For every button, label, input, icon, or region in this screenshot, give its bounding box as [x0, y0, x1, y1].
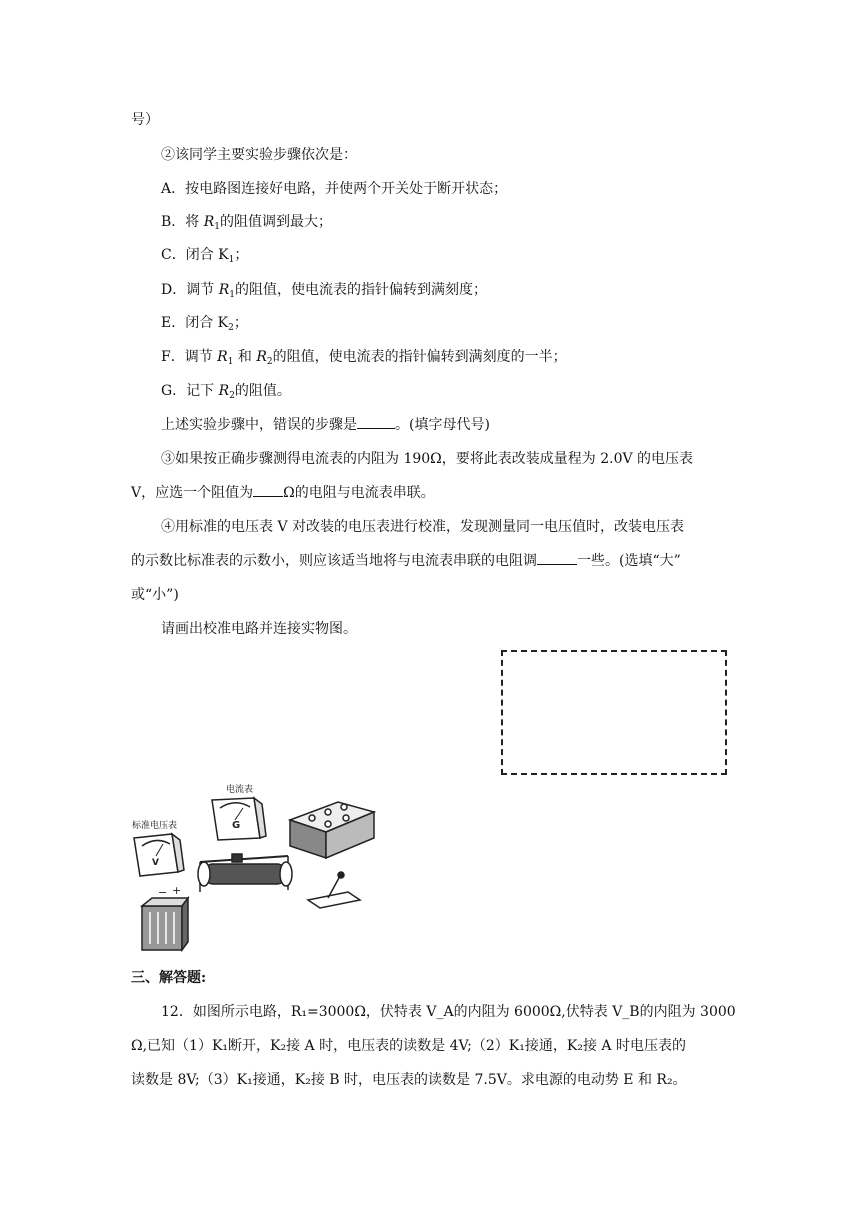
problem12-line3: 读数是 8V;（3）K₁接通，K₂接 B 时，电压表的读数是 7.5V。求电源的电动势 E 和 R₂。 — [131, 1072, 687, 1088]
step-f: F．调节 $R_1$ 和 $R_2$的阻值，使电流表的指针偏转到满刻度的一半； — [161, 349, 567, 367]
step-g: G．记下 $R_2$的阻值。 — [161, 383, 291, 401]
apparatus-illustration — [128, 780, 378, 960]
v-symbol: V — [152, 858, 159, 868]
circuit-drawing-box[interactable] — [501, 650, 727, 775]
battery-minus-label: − — [158, 886, 168, 899]
q4-line1: ④用标准的电压表 V 对改装的电压表进行校准，发现测量同一电压值时，改装电压表 — [161, 519, 685, 535]
problem12-line1: 12．如图所示电路，R₁=3000Ω，伏特表 V_A的内阻为 6000Ω,伏特表 V_B的内阻为 3000 — [161, 1004, 736, 1020]
resistance-box-icon — [290, 802, 374, 858]
q3-line1: ③如果按正确步骤测得电流表的内阻为 190Ω，要将此表改装成量程为 2.0V 的电压表 — [161, 451, 694, 467]
section-heading: 三、解答题: — [131, 970, 207, 986]
ammeter-label: 电流表 — [226, 785, 254, 795]
step-d: D．调节 $R_1$的阻值，使电流表的指针偏转到满刻度； — [161, 282, 487, 300]
g-symbol: G — [232, 820, 241, 831]
step-b: B．将 $R_1$的阻值调到最大； — [161, 214, 333, 232]
battery-icon — [142, 898, 188, 950]
step-a: A．按电路图连接好电路，并使两个开关处于断开状态； — [161, 181, 508, 197]
text-line: ②该同学主要实验步骤依次是： — [161, 147, 357, 163]
step-e: E．闭合 $K_2$； — [161, 315, 248, 333]
wrong-step-question: 上述实验步骤中，错误的步骤是 。(填字母代号) — [161, 417, 490, 433]
galvanometer-icon — [212, 798, 266, 840]
answer-blank[interactable] — [253, 484, 283, 497]
answer-blank[interactable] — [537, 552, 577, 565]
std-voltmeter-label: 标准电压表 — [132, 821, 178, 831]
problem12-line2: Ω,已知（1）K₁断开，K₂接 A 时，电压表的读数是 4V;（2）K₁接通，K₂接 A 时电压表的 — [131, 1038, 686, 1054]
apparatus-drawing — [128, 780, 378, 960]
rheostat-icon — [198, 854, 292, 892]
battery-plus-label: + — [172, 884, 182, 897]
draw-instruction: 请画出校准电路并连接实物图。 — [161, 621, 357, 637]
step-c: C．闭合 $K_1$； — [161, 247, 249, 265]
switch-icon — [308, 872, 360, 908]
q3-line2: V，应选一个阻值为 Ω的电阻与电流表串联。 — [131, 485, 435, 501]
voltmeter-icon — [134, 834, 184, 876]
q4-line3: 或“小”) — [131, 587, 179, 603]
text-line: 号） — [131, 112, 159, 128]
q4-line2: 的示数比标准表的示数小，则应该适当地将与电流表串联的电阻调 一些。(选填“大” — [131, 553, 681, 569]
answer-blank[interactable] — [357, 416, 395, 429]
